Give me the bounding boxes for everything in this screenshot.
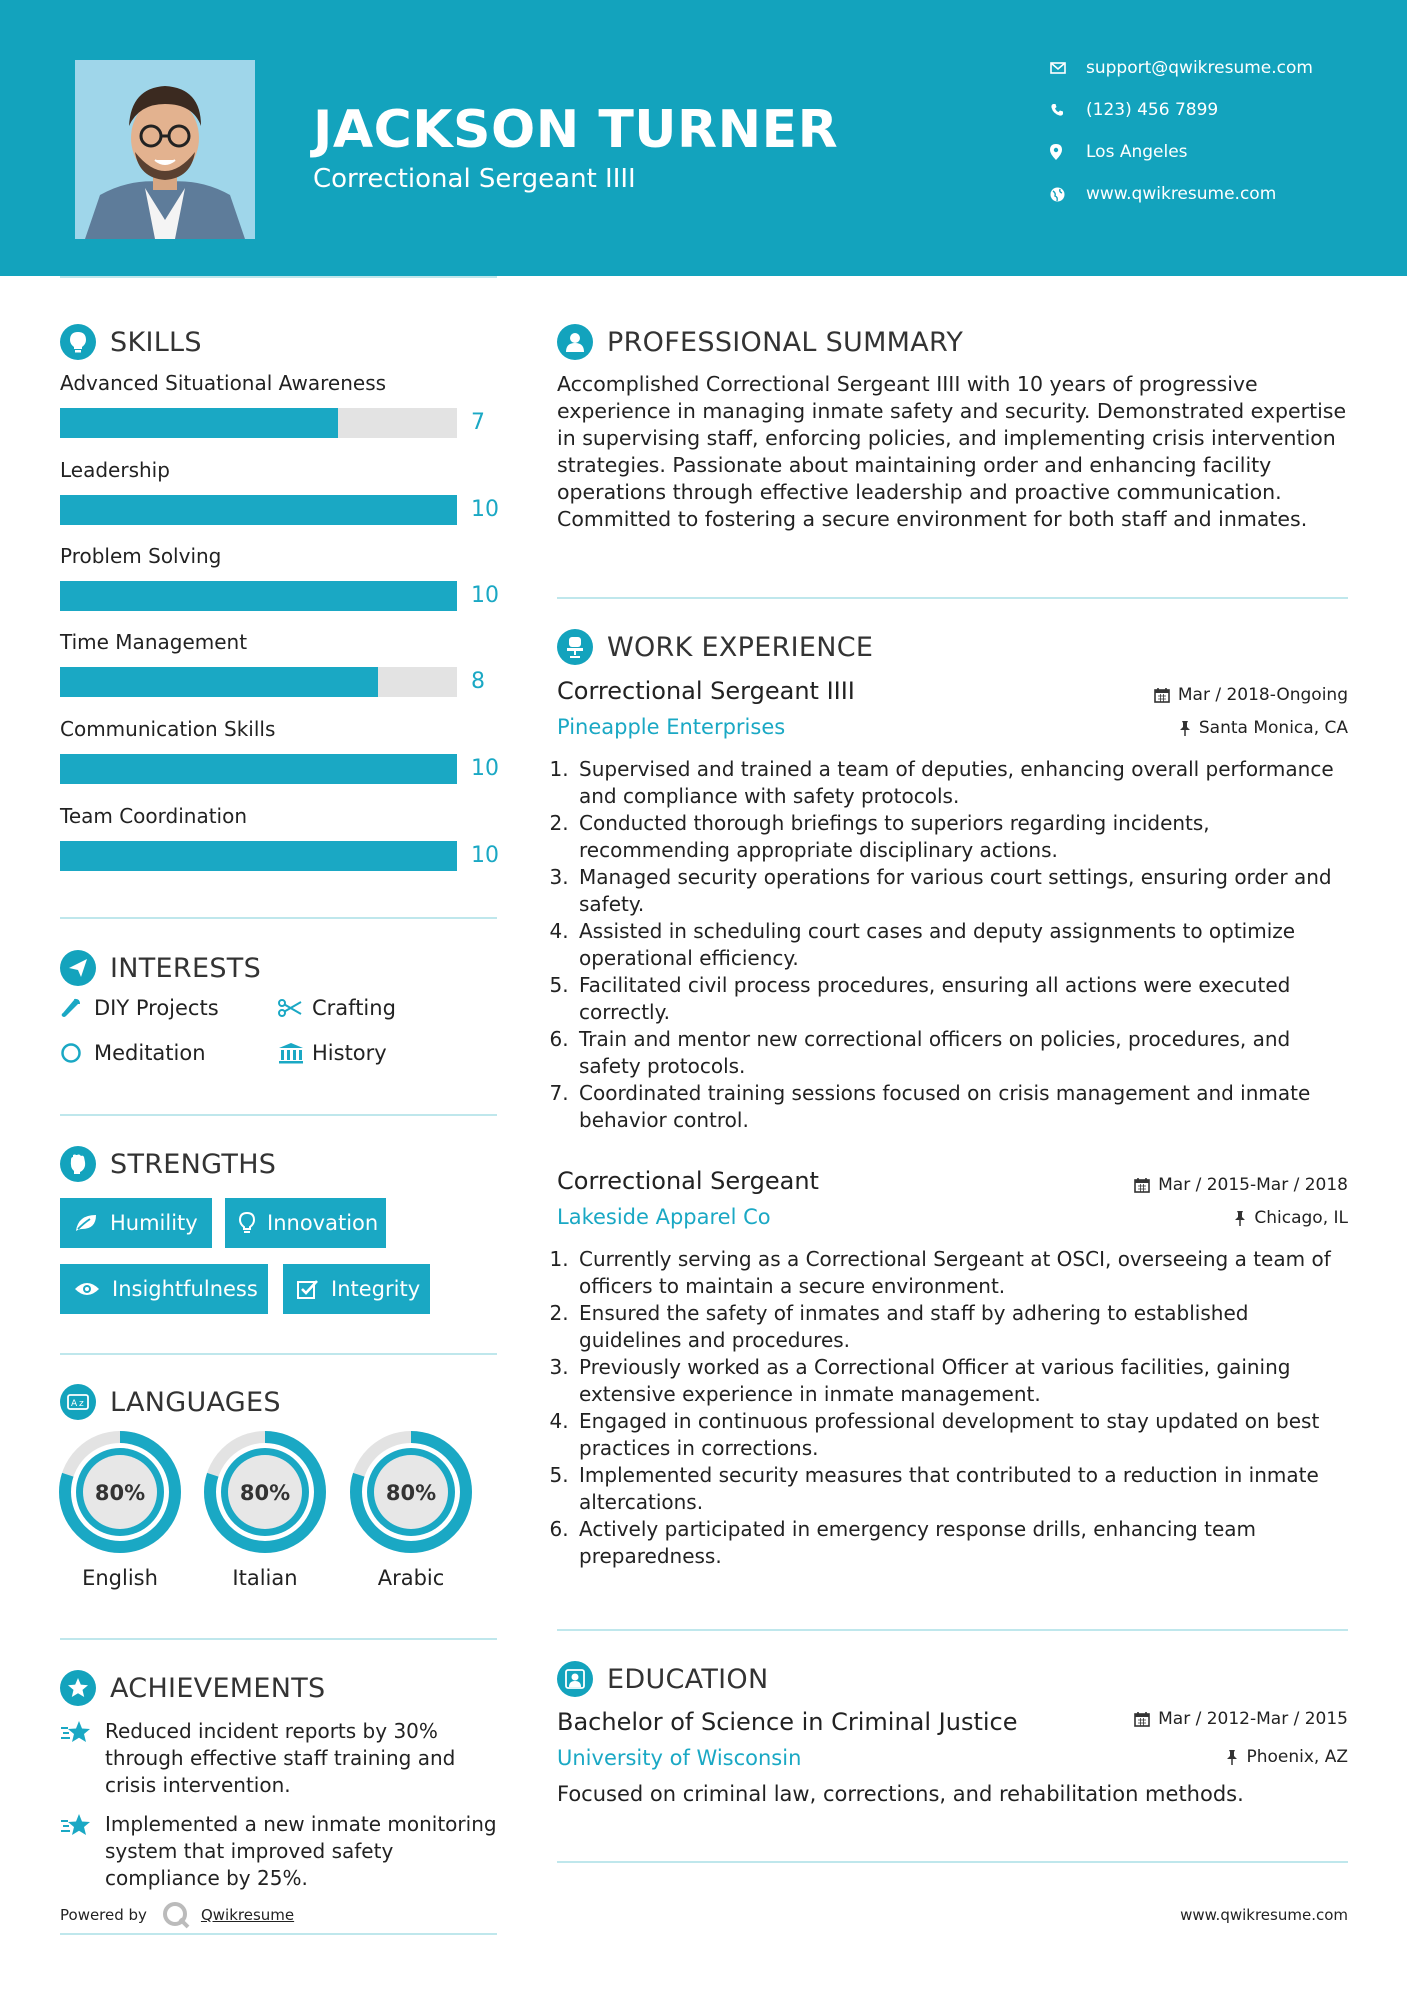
paper-plane-icon	[60, 950, 96, 986]
duty-item: 4. Assisted in scheduling court cases and deputy assignments to optimize operational efficiency.	[575, 918, 1352, 972]
scissors-icon	[278, 999, 312, 1017]
achievement-item	[60, 1718, 500, 1799]
language-donut-graphic	[203, 1430, 327, 1554]
skill-bar-fill	[60, 754, 457, 784]
language-donut	[58, 1430, 182, 1558]
user-icon	[557, 324, 593, 360]
duty-item: 1. Currently serving as a Correctional Sergeant at OSCI, overseeing a team of officers to maintain a secure environment.	[575, 1246, 1352, 1300]
duty-item: 1. Supervised and trained a team of deputies, enhancing overall performance and compliance with safety protocols.	[575, 756, 1352, 810]
language-percent: 80%	[385, 1481, 437, 1505]
job-location: Chicago, IL	[1234, 1208, 1348, 1228]
divider	[557, 1861, 1348, 1863]
skill-label: Team Coordination	[60, 804, 248, 828]
contact-email[interactable]	[1050, 58, 1313, 78]
calendar-icon	[1154, 687, 1170, 703]
powered-by: Powered by Qwikresume	[60, 1900, 294, 1930]
skill-label: Problem Solving	[60, 544, 222, 568]
duty-item: 3. Managed security operations for various court settings, ensuring order and safety.	[575, 864, 1352, 918]
skill-value: 7	[471, 410, 485, 435]
skill-bar-fill	[60, 408, 338, 438]
skill-label: Time Management	[60, 630, 248, 654]
pushpin-icon	[1226, 1749, 1238, 1765]
job-dates: Mar / 2018-Ongoing	[1154, 685, 1348, 705]
contact-location-text: Los Angeles	[1086, 142, 1188, 162]
bank-icon	[278, 1042, 312, 1064]
job-duties	[557, 1246, 1352, 1570]
divider	[60, 1933, 497, 1935]
achievement-text: Reduced incident reports by 30% through effective staff training and crisis intervention.	[105, 1719, 456, 1797]
strengths-heading: STRENGTHS	[60, 1146, 276, 1182]
language-name: English	[82, 1566, 158, 1590]
profile-photo	[75, 60, 255, 239]
strength-tag: Innovation	[225, 1198, 386, 1248]
qwikresume-link[interactable]: Qwikresume	[200, 1906, 295, 1924]
summary-text: Accomplished Correctional Sergeant IIII with 10 years of progressive experience in managing inmate safety and security. Demonstrated expertise in supervising staff, enforcing policies, and implementing crisis intervention strategies. Passionate about maintaining order and enhancing facility operations through effective leadership and proactive communication. Committed to fostering a secure environment for both staff and inmates.	[557, 372, 1347, 531]
graduate-icon	[557, 1661, 593, 1697]
language-donut	[203, 1430, 327, 1558]
calendar-icon	[1134, 1711, 1150, 1727]
duty-item: 6. Actively participated in emergency response drills, enhancing team preparedness.	[575, 1516, 1352, 1570]
divider	[557, 1629, 1348, 1631]
interest-item: History	[278, 1041, 387, 1065]
duty-item: 4. Engaged in continuous professional development to stay updated on best practices in corrections.	[575, 1408, 1352, 1462]
education-description: Focused on criminal law, corrections, and rehabilitation methods.	[557, 1782, 1244, 1806]
leaf-icon	[74, 1213, 98, 1233]
contact-email-text: support@qwikresume.com	[1086, 58, 1313, 78]
experience-heading: WORK EXPERIENCE	[557, 629, 873, 665]
eye-icon	[74, 1281, 100, 1297]
education-location: Phoenix, AZ	[1226, 1747, 1348, 1767]
job-location: Santa Monica, CA	[1179, 718, 1348, 738]
contact-phone[interactable]	[1050, 100, 1218, 120]
skill-bar-fill	[60, 667, 378, 697]
language-donut	[349, 1430, 473, 1558]
achievement-item	[60, 1811, 500, 1892]
language-name: Italian	[232, 1566, 298, 1590]
education-degree: Bachelor of Science in Criminal Justice	[557, 1708, 1018, 1736]
skill-bar	[60, 667, 457, 697]
interest-item: Crafting	[278, 996, 396, 1020]
languages-heading: A z LANGUAGES	[60, 1384, 281, 1420]
achievement-text: Implemented a new inmate monitoring system that improved safety compliance by 25%.	[105, 1812, 497, 1890]
skill-value: 10	[471, 497, 499, 522]
interests-heading: INTERESTS	[60, 950, 261, 986]
fist-icon	[60, 1146, 96, 1182]
education-dates: Mar / 2012-Mar / 2015	[1134, 1709, 1348, 1729]
job-title: Correctional Sergeant IIII	[557, 677, 855, 705]
education-heading: EDUCATION	[557, 1661, 768, 1697]
divider	[60, 276, 497, 278]
duty-item: 2. Conducted thorough briefings to superiors regarding incidents, recommending appropriate disciplinary actions.	[575, 810, 1352, 864]
candidate-title: Correctional Sergeant IIII	[313, 164, 636, 194]
globe-icon	[1050, 187, 1086, 202]
svg-text:z: z	[79, 1399, 85, 1409]
map-pin-icon	[1050, 144, 1086, 160]
candidate-name: JACKSON TURNER	[313, 100, 839, 160]
duty-item: 7. Coordinated training sessions focused on crisis management and inmate behavior control.	[575, 1080, 1352, 1134]
skill-bar	[60, 841, 457, 871]
envelope-icon	[1050, 62, 1086, 74]
interest-item: DIY Projects	[60, 996, 219, 1020]
language-donut-graphic	[58, 1430, 182, 1554]
job-company: Pineapple Enterprises	[557, 715, 786, 739]
skill-value: 10	[471, 756, 499, 781]
phone-icon	[1050, 103, 1086, 117]
skills-heading: SKILLS	[60, 324, 202, 360]
calendar-icon	[1134, 1177, 1150, 1193]
skill-bar	[60, 754, 457, 784]
skill-value: 10	[471, 583, 499, 608]
lightbulb-icon	[60, 324, 96, 360]
achievements-heading: ACHIEVEMENTS	[60, 1670, 326, 1706]
circle-icon	[60, 1042, 94, 1064]
duty-item: 3. Previously worked as a Correctional Officer at various facilities, gaining extensive experience in inmate management.	[575, 1354, 1352, 1408]
skill-bar-fill	[60, 495, 457, 525]
skill-bar	[60, 581, 457, 611]
skill-bar-fill	[60, 581, 457, 611]
language-percent: 80%	[239, 1481, 291, 1505]
skill-bar	[60, 408, 457, 438]
contact-phone-text: (123) 456 7899	[1086, 100, 1219, 120]
star-icon	[60, 1718, 105, 1799]
divider	[60, 917, 497, 919]
duty-item: 5. Implemented security measures that contributed to a reduction in inmate altercations.	[575, 1462, 1352, 1516]
strength-tag: Humility	[60, 1198, 212, 1248]
job-company: Lakeside Apparel Co	[557, 1205, 771, 1229]
skill-label: Leadership	[60, 458, 170, 482]
language-name: Arabic	[377, 1566, 445, 1590]
header-banner	[0, 0, 1407, 276]
skill-label: Advanced Situational Awareness	[60, 371, 387, 395]
duty-item: 5. Facilitated civil process procedures, ensuring all actions were executed correctly.	[575, 972, 1352, 1026]
language-percent: 80%	[94, 1481, 146, 1505]
job-dates: Mar / 2015-Mar / 2018	[1134, 1175, 1348, 1195]
footer-website[interactable]: www.qwikresume.com	[1180, 1906, 1348, 1924]
check-square-icon	[297, 1279, 319, 1299]
pushpin-icon	[1234, 1210, 1246, 1226]
language-icon	[60, 1384, 96, 1420]
divider	[557, 597, 1348, 599]
divider	[60, 1353, 497, 1355]
svg-text:A: A	[71, 1399, 78, 1409]
wrench-icon	[60, 997, 94, 1019]
interest-item: Meditation	[60, 1041, 206, 1065]
duty-item: 2. Ensured the safety of inmates and staff by adhering to established guidelines and procedures.	[575, 1300, 1352, 1354]
strength-tag: Insightfulness	[60, 1264, 268, 1314]
star-badge-icon	[60, 1670, 96, 1706]
briefcase-chair-icon	[557, 629, 593, 665]
lightbulb-icon	[239, 1212, 255, 1234]
duty-item: 6. Train and mentor new correctional officers on policies, procedures, and safety protocols.	[575, 1026, 1352, 1080]
education-school: University of Wisconsin	[557, 1746, 802, 1770]
summary-heading: PROFESSIONAL SUMMARY	[557, 324, 963, 360]
job-duties	[557, 756, 1352, 1134]
skill-value: 10	[471, 843, 499, 868]
pushpin-icon	[1179, 720, 1191, 736]
qwikresume-logo-icon	[161, 1900, 191, 1930]
contact-website-text: www.qwikresume.com	[1086, 184, 1277, 204]
divider	[60, 1114, 497, 1116]
skill-label: Communication Skills	[60, 717, 276, 741]
strength-tag: Integrity	[283, 1264, 430, 1314]
skill-bar	[60, 495, 457, 525]
skill-bar-fill	[60, 841, 457, 871]
job-title: Correctional Sergeant	[557, 1167, 819, 1195]
contact-location	[1050, 142, 1188, 162]
skill-value: 8	[471, 669, 485, 694]
divider	[60, 1638, 497, 1640]
star-icon	[60, 1811, 105, 1892]
language-donut-graphic	[349, 1430, 473, 1554]
contact-website[interactable]	[1050, 184, 1276, 204]
